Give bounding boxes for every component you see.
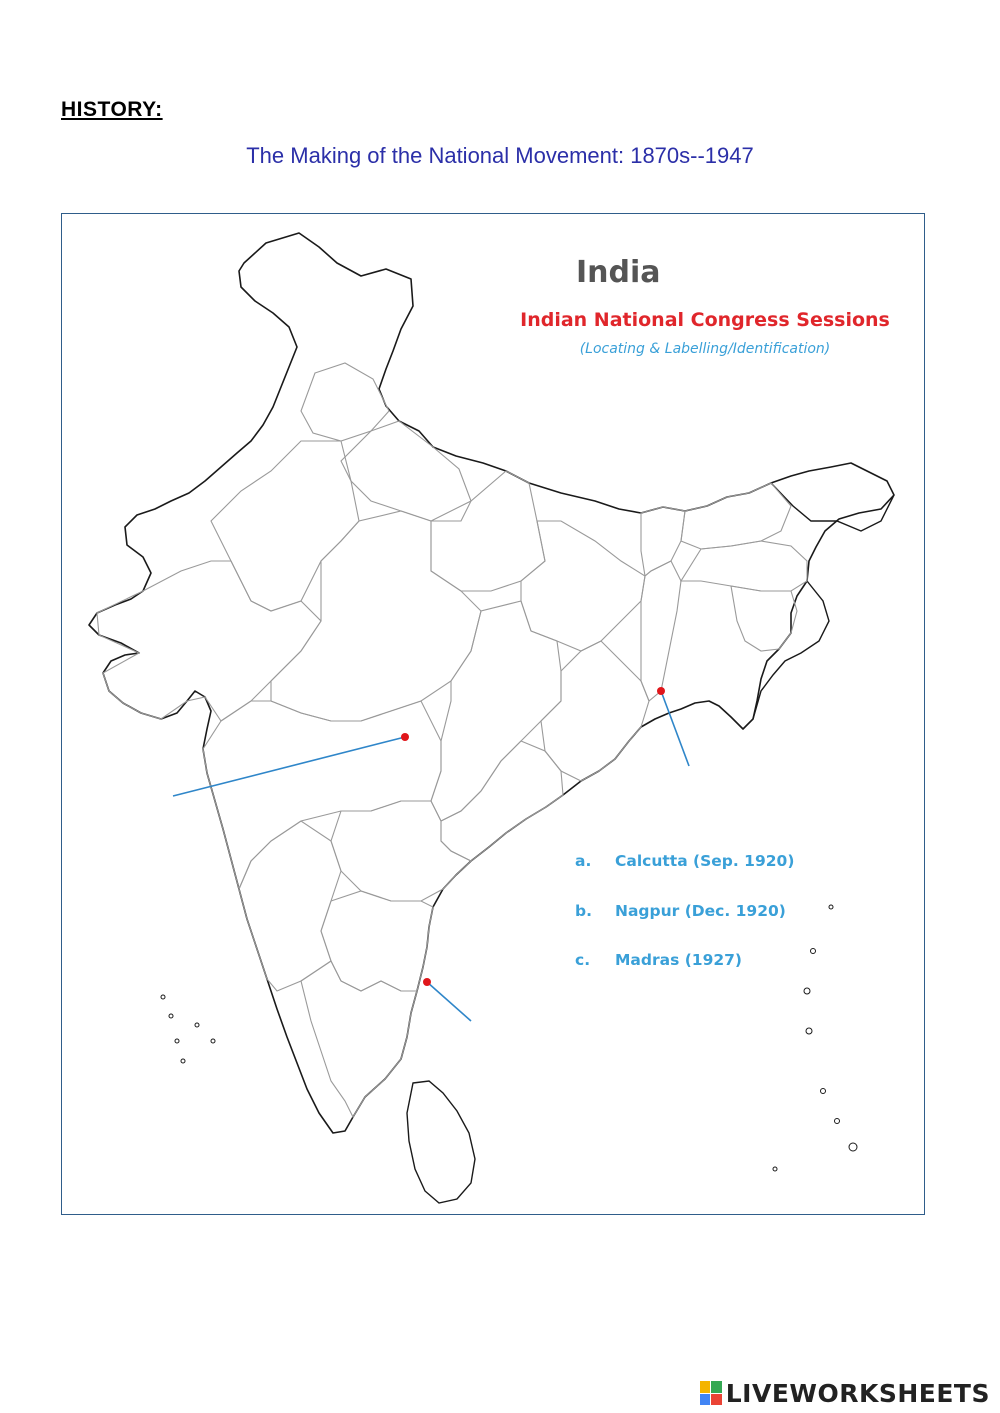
legend-letter: b.: [575, 902, 592, 920]
calcutta-marker: [657, 687, 665, 695]
legend-letter: a.: [575, 852, 592, 870]
legend-letter: c.: [575, 951, 591, 969]
footer-brand[interactable]: [700, 1378, 990, 1408]
madras-marker: [423, 978, 431, 986]
nagpur-marker: [401, 733, 409, 741]
legend-item-nagpur: [575, 902, 786, 920]
india-outline-map: [62, 214, 926, 1216]
madras-leader-line: [427, 982, 471, 1021]
subject-heading: HISTORY:: [61, 98, 163, 121]
brand-name: LIVEWORKSHEETS: [725, 1378, 990, 1408]
map-frame: [61, 213, 925, 1215]
liveworksheets-logo-icon: [700, 1381, 722, 1405]
map-subtitle: Indian National Congress Sessions: [520, 309, 890, 331]
map-caption: (Locating & Labelling/Identification): [579, 341, 831, 357]
nagpur-leader-line: [173, 737, 405, 796]
legend-item-madras: [575, 951, 742, 969]
india-mainland-outline: [89, 233, 894, 1133]
chapter-title: The Making of the National Movement: 1870s--1947: [246, 143, 754, 168]
legend-label: Nagpur (Dec. 1920): [615, 902, 786, 920]
legend-label: Madras (1927): [615, 951, 743, 969]
sri-lanka-outline: [407, 1081, 475, 1203]
island-groups: [161, 905, 857, 1171]
legend-item-calcutta: [575, 852, 794, 870]
calcutta-leader-line: [661, 691, 689, 766]
map-title: India: [576, 255, 661, 290]
legend-label: Calcutta (Sep. 1920): [615, 852, 795, 870]
northeast-region-outline: [753, 483, 894, 719]
